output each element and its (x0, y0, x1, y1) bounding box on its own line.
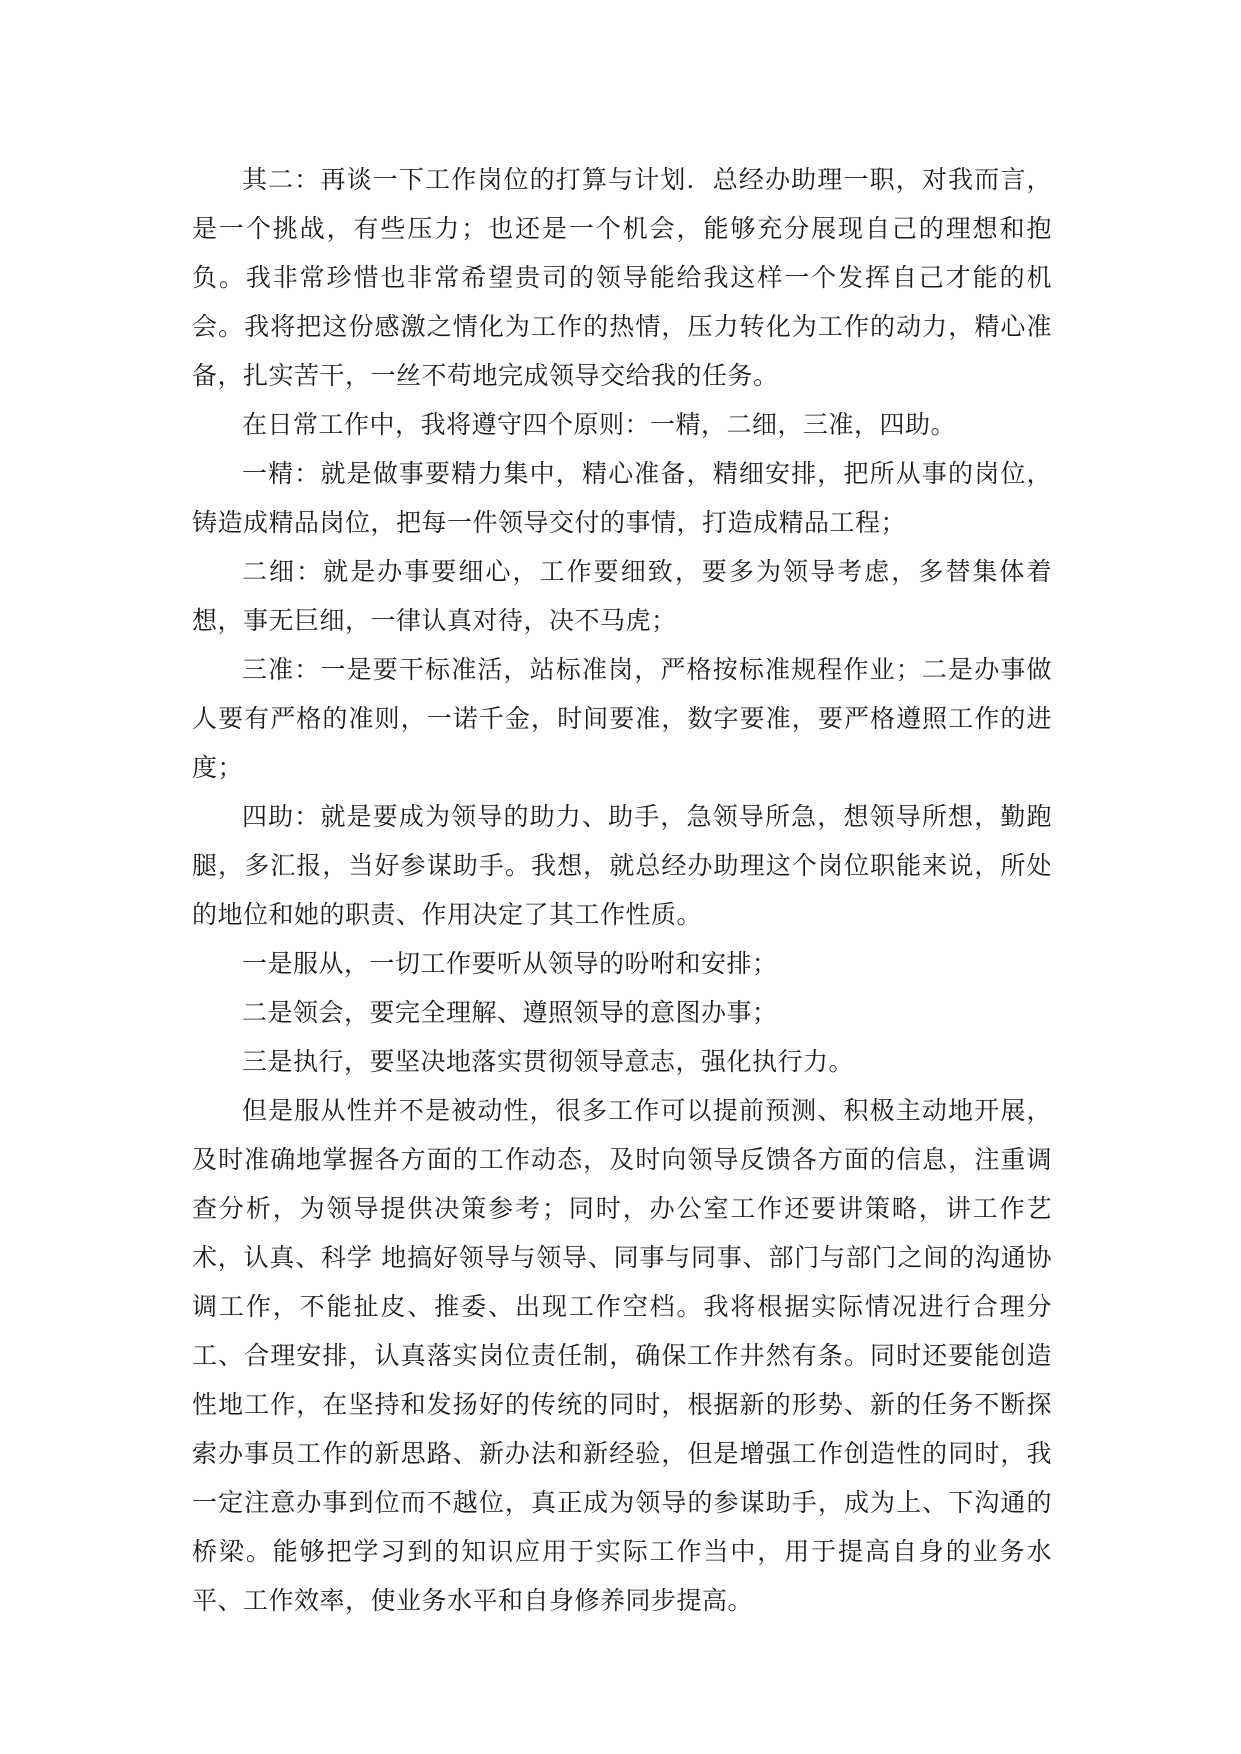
paragraph-principle-accurate: 三准：一是要干标准活，站标准岗，严格按标准规程作业；二是办事做人要有严格的准则，一诺千金，时间要准，数字要准，要严格遵照工作的进度； (192, 655, 1052, 782)
paragraph-principle-detailed: 二细：就是办事要细心，工作要细致，要多为领导考虑，多替集体着想，事无巨细，一律认真对待，决不马虎； (192, 557, 1052, 635)
paragraph-comprehend: 二是领会，要完全理解、遵照领导的意图办事； (242, 998, 778, 1027)
document-body (192, 155, 1052, 1625)
paragraph-initiative: 但是服从性并不是被动性，很多工作可以提前预测、积极主动地开展，及时准确地掌握各方面的工作动态，及时向领导反馈各方面的信息，注重调查分析，为领导提供决策参考；同时，办公室工作还要讲策略，讲工作艺术，认真、科学 地搞好领导与领导、同事与同事、部门与部门之间的沟通协调工作，不能扯皮、推委、出现工作空档。我将根据实际情况进行合理分工、合理安排，认真落实岗位责任制，确保工作井然有条。同时还要能创造性地工作，在坚持和发扬好的传统的同时，根据新的形势、新的任务不断探索办事员工作的新思路、新办法和新经验，但是增强工作创造性的同时，我一定注意办事到位而不越位，真正成为领导的参谋助手，成为上、下沟通的桥梁。能够把学习到的知识应用于实际工作当中，用于提高自身的业务水平、工作效率，使业务水平和自身修养同步提高。 (192, 1096, 1052, 1615)
paragraph-principle-precise: 一精：就是做事要精力集中，精心准备，精细安排，把所从事的岗位，铸造成精品岗位，把每一件领导交付的事情，打造成精品工程； (192, 459, 1052, 537)
paragraph-four-principles: 在日常工作中，我将遵守四个原则：一精，二细，三准，四助。 (242, 410, 957, 439)
paragraph-principle-assist: 四助：就是要成为领导的助力、助手，急领导所急，想领导所想，勤跑腿，多汇报，当好参谋助手。我想，就总经办助理这个岗位职能来说，所处的地位和她的职责、作用决定了其工作性质。 (192, 802, 1052, 929)
paragraph-obey: 一是服从，一切工作要听从领导的吩咐和安排； (242, 949, 778, 978)
paragraph-execute: 三是执行，要坚决地落实贯彻领导意志，强化执行力。 (242, 1047, 855, 1076)
paragraph-work-plan: 其二：再谈一下工作岗位的打算与计划．总经办助理一职，对我而言，是一个挑战，有些压力；也还是一个机会，能够充分展现自己的理想和抱负。我非常珍惜也非常希望贵司的领导能给我这样一个发挥自己才能的机会。我将把这份感激之情化为工作的热情，压力转化为工作的动力，精心准备，扎实苦干，一丝不苟地完成领导交给我的任务。 (192, 165, 1052, 390)
